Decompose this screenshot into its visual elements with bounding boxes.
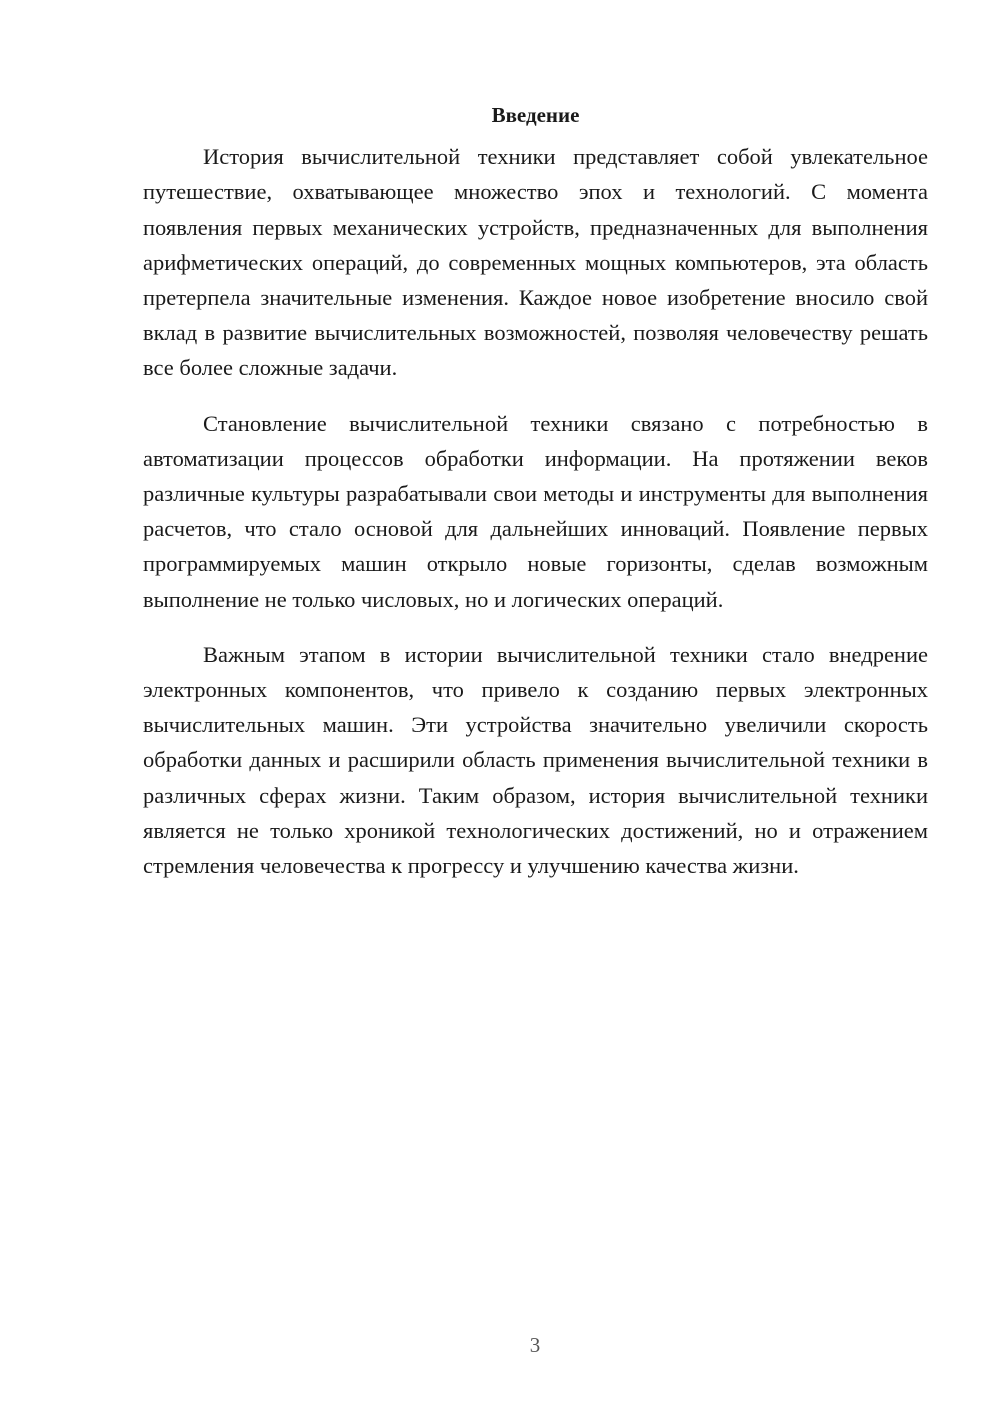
page-number: 3 [529,1333,541,1357]
paragraph-2: Становление вычислительной техники связано с потребностью в автоматизации процессов обработки информации. На протяжении веков различные культуры разрабатывали свои методы и инструменты для выполнения расчетов, что стало основой для дальнейших инноваций. Появление первых программируемых машин открыло новые горизонты, сделав возможным выполнение не только числовых, но и логических операций. [143,410,928,612]
paragraph-3: Важным этапом в истории вычислительной техники стало внедрение электронных компонентов, что привело к созданию первых электронных вычислительных машин. Эти устройства значительно увеличили скорость обработки данных и расширили область применения вычислительной техники в различных сферах жизни. Таким образом, история вычислительной техники является не только хроникой технологических достижений, но и отражением стремления человечества к прогрессу и улучшению качества жизни. [143,641,928,879]
paragraph-1: История вычислительной техники представляет собой увлекательное путешествие, охватывающее множество эпох и технологий. С момента появления первых механических устройств, предназначенных для выполнения арифметических операций, до современных мощных компьютеров, эта область претерпела значительные изменения. Каждое новое изобретение вносило свой вклад в развитие вычислительных возможностей, позволяя человечеству решать все более сложные задачи. [143,144,928,381]
section-heading: Введение [491,103,580,127]
page-content [143,98,928,903]
